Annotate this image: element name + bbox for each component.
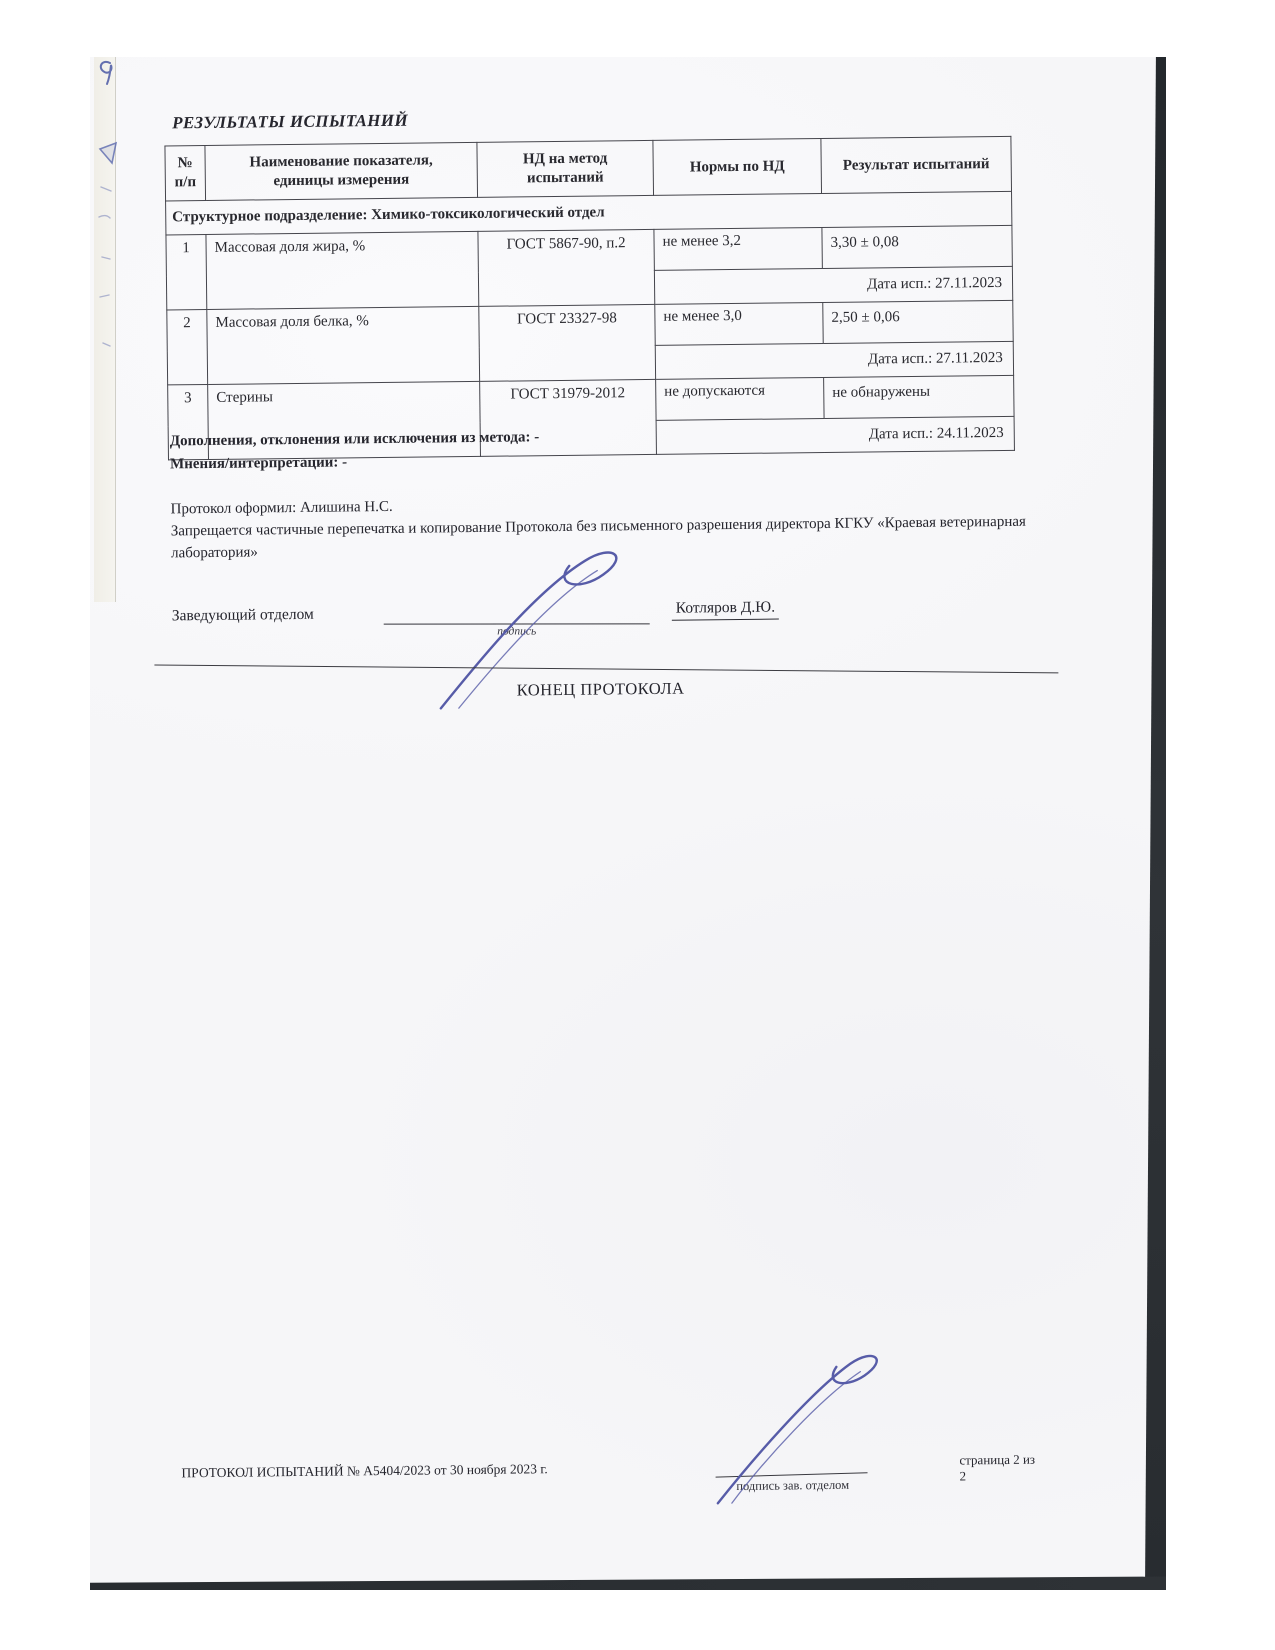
row-norm: не менее 3,2 [654, 227, 822, 270]
col-header-norm: Нормы по НД [653, 139, 822, 196]
end-of-protocol-label: КОНЕЦ ПРОТОКОЛА [516, 678, 685, 700]
opinions-note: Мнения/интерпретации: - [169, 454, 348, 473]
row-num: 2 [167, 309, 208, 384]
results-table [164, 136, 1015, 461]
section-label: Структурное подразделение: Химико-токсикологический отдел [166, 191, 1012, 235]
row-indicator: Массовая доля жира, % [206, 231, 479, 309]
adjacent-page-edge [94, 57, 116, 602]
row-test-date: Дата исп.: 24.11.2023 [656, 416, 1014, 454]
row-indicator: Стерины [208, 381, 481, 459]
signature-block [172, 584, 1029, 674]
row-result: не обнаружены [824, 375, 1014, 418]
prepared-by-note: Протокол оформил: Алишина Н.С. [170, 498, 393, 518]
row-num: 1 [166, 234, 207, 309]
row-num: 3 [168, 384, 209, 459]
signature-caption: подпись [497, 625, 537, 638]
scanner-background-right [1145, 57, 1166, 1590]
col-header-result: Результат испытаний [821, 136, 1012, 193]
protocol-reference: ПРОТОКОЛ ИСПЫТАНИЙ № А5404/2023 от 30 ноября 2023 г. [181, 1461, 548, 1481]
footer-signature-caption: подпись зав. отделом [736, 1477, 850, 1494]
copy-restriction-note: Запрещается частичные перепечатка и копирование Протокола без письменного разрешения директора КГКУ «Краевая ветеринарная лаборатория» [170, 513, 1026, 562]
page-footer [179, 1448, 1040, 1568]
signatory-name: Котляров Д.Ю. [672, 599, 780, 621]
row-method: ГОСТ 31979-2012 [480, 379, 657, 456]
row-norm: не менее 3,0 [655, 302, 823, 345]
document-content [164, 98, 1041, 1568]
row-method: ГОСТ 5867-90, п.2 [478, 229, 655, 306]
handwritten-marks [94, 57, 120, 377]
table-header-row [165, 136, 1012, 201]
scanned-page-photo [90, 57, 1166, 1590]
row-result: 2,50 ± 0,06 [823, 300, 1013, 343]
row-result: 3,30 ± 0,08 [822, 225, 1012, 268]
scanner-background-bottom [90, 1576, 1166, 1590]
page-number-label: страница 2 из 2 [959, 1451, 1036, 1484]
footer-signature-block [715, 1450, 868, 1532]
additions-note: Дополнения, отклонения или исключения из метода: - [169, 429, 540, 450]
col-header-method: НД на метод испытаний [477, 140, 654, 197]
results-title: РЕЗУЛЬТАТЫ ИСПЫТАНИЙ [172, 110, 409, 133]
row-indicator: Массовая доля белка, % [207, 306, 480, 384]
row-norm: не допускаются [656, 377, 824, 420]
handwritten-signature [702, 1337, 904, 1507]
row-test-date: Дата исп.: 27.11.2023 [654, 266, 1012, 304]
col-header-indicator: Наименование показателя, единицы измерения [205, 142, 478, 200]
signatory-role: Заведующий отделом [171, 605, 314, 625]
row-method: ГОСТ 23327-98 [479, 304, 656, 381]
row-test-date: Дата исп.: 27.11.2023 [655, 341, 1013, 379]
col-header-num: № п/п [165, 145, 206, 200]
